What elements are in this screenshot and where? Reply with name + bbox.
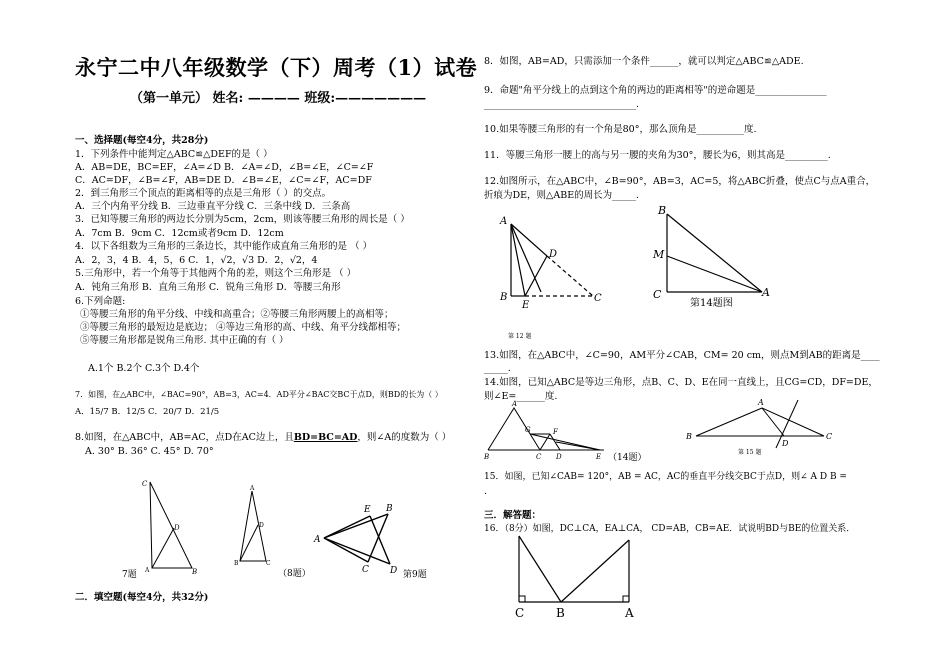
question-2-options: A．三个内角平分线 B．三边垂直平分线 C．三条中线 D．三条高 [75,201,351,212]
figure-14-equilateral [484,400,614,460]
svg-text:D: D [782,439,789,448]
question-2: 2．到三角形三个顶点的距离相等的点是三角形（ ）的交点。 [75,188,332,199]
question-10: 10.如果等腰三角形的有一个角是80°，那么顶角是__________度. [484,124,757,135]
question-4: 4．以下各组数为三角形的三条边长，其中能作成直角三角形的是 （ ） [75,241,373,252]
svg-text:E: E [364,505,371,515]
svg-text:F: F [553,428,558,436]
figure-16 [505,530,635,605]
question-6: 6.下列命题: [75,296,126,307]
svg-text:A: A [250,485,255,492]
svg-text:C: C [266,560,271,567]
svg-text:C: C [826,432,833,441]
figure-14 [650,200,775,300]
svg-text:C: C [536,453,542,461]
question-15: 15．如图，已知∠CAB= 120°，AB = AC，AC的垂直平分线交BC于点D，则∠ A D B = [484,472,847,482]
figure-12-caption: 第 12 题 [508,333,532,340]
svg-text:A: A [500,216,508,227]
svg-text:E: E [596,453,602,461]
question-13: 13.如图，在△ABC中，∠C=90，AM平分∠CAB，CM= 20 cm，则点M到AB的距离是____ [484,350,880,361]
figure-12 [497,212,607,311]
svg-text:D: D [556,453,562,461]
question-6-line-b: ③等腰三角形的最短边是底边； ④等边三角形的高、中线、角平分线都相等； [80,322,407,333]
question-16: 16．（8分）如图，DC⊥CA，EA⊥CA， CD=AB，CB=AE．试说明BD与BE的位置关系． [484,524,856,534]
question-8-text: 8.如图，在△ABC中，AB=AC，点D在AC边上，且 [75,432,294,443]
svg-text:D: D [259,522,264,529]
svg-text:A: A [314,535,321,545]
svg-text:G: G [525,426,531,434]
svg-text:C: C [653,288,662,301]
exam-title: 永宁二中八年级数学（下）周考（1）试卷 [75,55,478,80]
figure-8-caption: （8题） [278,569,311,579]
svg-text:B: B [386,504,393,514]
question-8 [75,432,451,443]
figure-16-label-a: A [625,606,634,620]
question-8-condition: BD=BC=AD [293,432,358,443]
svg-text:B: B [500,292,508,303]
question-6-options: A.1个 B.2个 C.3个 D.4个 [88,363,200,374]
svg-text:C: C [594,293,602,304]
question-9: 9．命题"角平分线上的点到这个角的两边的距离相等"的逆命题是_______________ [484,85,827,96]
svg-text:C: C [142,480,148,488]
figure-14-caption: 第14题图 [690,298,733,309]
svg-text:B: B [234,560,239,567]
question-14-line-2: 则∠E=______度. [484,391,558,402]
figure-15 [686,394,836,450]
svg-text:M: M [653,248,665,261]
question-14: 14.如图，已知△ABC是等边三角形，点B、C、D、E在同一直线上，且CG=CD，DF=DE， [484,377,878,388]
question-1-options-cd: C．AC=DF，∠B=∠F，AB=DE D．∠B=∠E，∠C=∠F，AC=DF [75,175,372,186]
figure-16-label-b: B [556,606,565,620]
svg-text:B: B [658,204,667,217]
figure-14-equilateral-caption: （14题） [608,453,647,463]
svg-text:A: A [758,398,764,407]
question-15-line-2: . [484,486,488,497]
figure-15-caption: 第 15 题 [738,449,762,456]
question-8-options: A. 30° B. 36° C. 45° D. 70° [85,446,214,457]
question-13-line-2: _____. [484,363,511,374]
question-4-options: A．2，3，4 B．4，5，6 C．1，√2，√3 D．2，√2，4 [75,255,318,266]
section-1-heading: 一、选择题(每空4分，共28分) [75,135,209,146]
svg-text:B: B [192,568,198,576]
figure-8 [230,485,275,565]
svg-text:C: C [362,565,369,575]
question-5-options: A．钝角三角形 B．直角三角形 C．锐角三角形 D．等腰三角形 [75,282,341,293]
question-6-line-c: ⑤等腰三角形都是锐角三角形. 其中正确的有（ ） [80,335,289,346]
question-1: 1．下列条件中能判定△ABC≌△DEF的是（ ） [75,149,273,160]
figure-16-label-c: C [515,606,525,620]
question-6-line-a: ①等腰三角形的角平分线、中线和高重合；②等腰三角形两腰上的高相等； [80,309,394,320]
question-3: 3．已知等腰三角形的两边长分别为5cm，2cm，则该等腰三角形的周长是（ ） [75,214,410,225]
exam-subtitle: （第一单元） 姓名: ———— 班级:——————— [130,91,427,106]
question-8-tail: ，则∠A的度数为（ ） [357,432,452,443]
right-question-8: 8．如图，AB=AD，只需添加一个条件______，就可以判定△ABC≌△ADE. [484,56,804,67]
section-2-heading: 二．填空题(每空4分，共32分) [75,592,209,603]
question-12-line-2: 折痕为DE，则△ABE的周长为_____. [484,190,639,201]
figure-9 [312,500,407,575]
svg-text:B: B [686,432,692,441]
svg-text:A: A [762,286,770,299]
question-7: 7．如图，在△ABC中，∠BAC=90°，AB=3，AC=4．AD平分∠BAC交BC于点D，则BD的长为（ ） [75,390,443,399]
figure-9-caption: 第9题 [403,570,427,580]
svg-text:A: A [512,400,518,408]
figure-7-caption: 7题 [122,570,137,580]
svg-text:B: B [484,453,490,461]
question-5: 5.三角形中，若一个角等于其他两个角的差，则这个三角形是 （ ） [75,268,357,279]
svg-text:A: A [145,567,150,574]
svg-text:D: D [390,566,398,576]
figure-7 [140,478,200,576]
section-3-heading: 三．解答题： [484,510,542,521]
question-11: 11．等腰三角形一腰上的高与另一腰的夹角为30°，腰长为6，则其高是_________. [484,150,831,161]
question-12: 12.如图所示，在△ABC中，∠B=90°，AB=3，AC=5，将△ABC折叠，使点C与点A重合， [484,176,876,187]
svg-text:D: D [549,249,558,260]
question-3-options: A．7cm B．9cm C．12cm或者9cm D．12cm [75,228,284,239]
svg-text:E: E [522,300,530,311]
svg-text:D: D [174,524,180,532]
question-7-options: A．15/7 B．12/5 C．20/7 D．21/5 [75,407,220,417]
question-1-options-ab: A．AB=DE，BC=EF，∠A=∠D B．∠A=∠D，∠B=∠E，∠C=∠F [75,162,374,173]
question-9-blank: ________________________________. [484,99,640,110]
